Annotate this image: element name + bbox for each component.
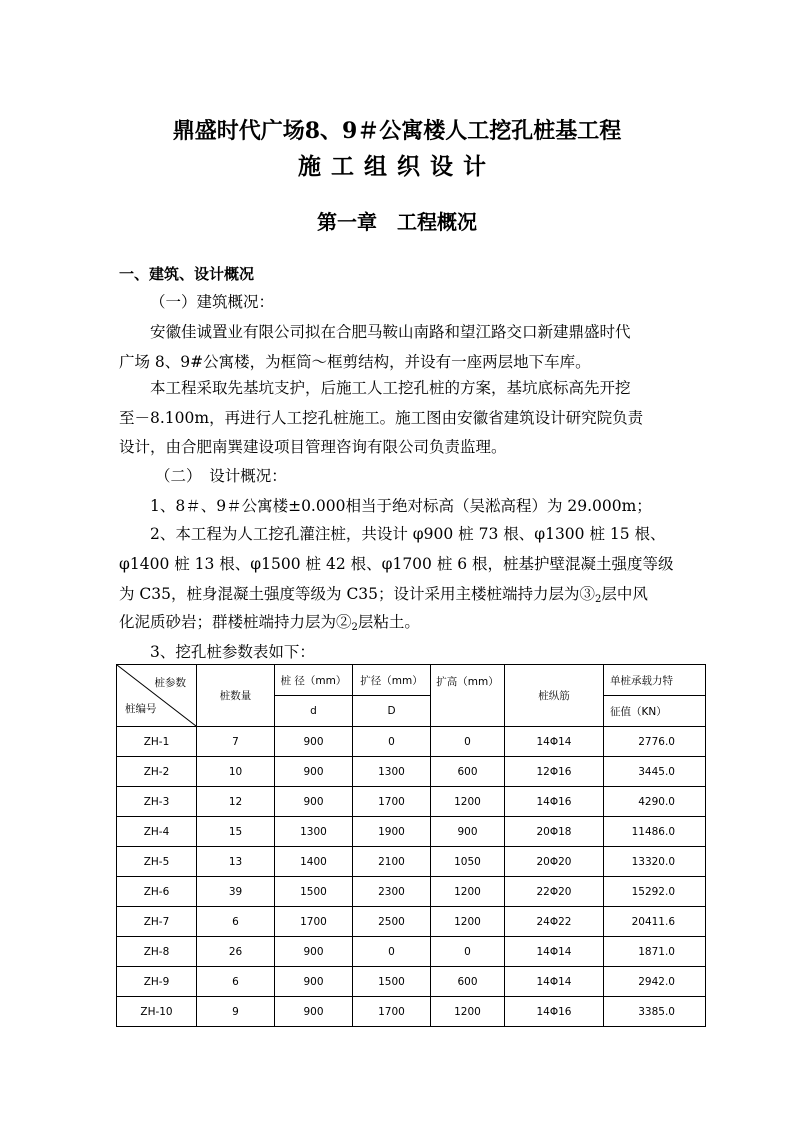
paragraph-line: [119, 610, 420, 633]
header-pile-id-label: 桩编号: [125, 703, 157, 715]
subsection-heading-design: （二） 设计概况：: [155, 467, 287, 485]
document-title: 鼎盛时代广场8、9＃公寓楼人工挖孔桩基工程: [172, 118, 622, 144]
table-row: [117, 787, 706, 817]
table-row: [117, 727, 706, 757]
cell-expanded-diameter: 0: [353, 727, 431, 757]
cell-expanded-height: 1200: [431, 787, 505, 817]
paragraph-line: 安徽佳诚置业有限公司拟在合肥马鞍山南路和望江路交口新建鼎盛时代: [150, 323, 631, 341]
subscript: 2: [351, 622, 358, 633]
table-body: [117, 727, 706, 1027]
diagonal-header-cell: [117, 665, 197, 727]
cell-pile-id: ZH-9: [117, 967, 197, 997]
subsection-heading-building: （一）建筑概况：: [150, 293, 275, 311]
cell-expanded-diameter: 1700: [353, 787, 431, 817]
cell-capacity: 3445.0: [604, 757, 706, 787]
header-parameter-label: 桩参数: [154, 677, 186, 689]
cell-capacity: 3385.0: [604, 997, 706, 1027]
cell-expanded-height: 0: [431, 937, 505, 967]
document-subtitle: 施工组织设计: [298, 153, 496, 180]
table-row: [117, 937, 706, 967]
cell-rebar: 14Φ14: [505, 967, 604, 997]
cell-count: 12: [197, 787, 275, 817]
paragraph-line: 至－8.100m，再进行人工挖孔桩施工。施工图由安徽省建筑设计研究院负责: [119, 409, 644, 427]
cell-expanded-diameter: 1300: [353, 757, 431, 787]
table-row: [117, 907, 706, 937]
paragraph-line: [119, 582, 648, 605]
header-diameter: 桩 径（mm）: [275, 665, 353, 696]
paragraph-line: 本工程采取先基坑支护，后施工人工挖孔桩的方案，基坑底标高先开挖: [150, 379, 631, 397]
cell-capacity: 2942.0: [604, 967, 706, 997]
header-count: 桩数量: [197, 665, 275, 727]
cell-count: 15: [197, 817, 275, 847]
cell-capacity: 11486.0: [604, 817, 706, 847]
cell-pile-id: ZH-4: [117, 817, 197, 847]
cell-capacity: 13320.0: [604, 847, 706, 877]
table-row: [117, 967, 706, 997]
table-header-row: [117, 665, 706, 696]
table-row: [117, 757, 706, 787]
cell-capacity: 20411.6: [604, 907, 706, 937]
cell-rebar: 14Φ14: [505, 937, 604, 967]
cell-diameter: 1300: [275, 817, 353, 847]
cell-diameter: 900: [275, 757, 353, 787]
pile-parameter-table: [116, 664, 706, 1027]
table-row: [117, 817, 706, 847]
cell-count: 10: [197, 757, 275, 787]
text-span: 为 C35，桩身混凝土强度等级为 C35；设计采用主楼桩端持力层为③: [119, 585, 596, 603]
cell-expanded-diameter: 1500: [353, 967, 431, 997]
list-item: 3、挖孔桩参数表如下：: [150, 643, 315, 661]
cell-rebar: 20Φ20: [505, 847, 604, 877]
cell-expanded-diameter: 0: [353, 937, 431, 967]
cell-pile-id: ZH-1: [117, 727, 197, 757]
cell-rebar: 12Φ16: [505, 757, 604, 787]
cell-diameter: 1400: [275, 847, 353, 877]
chapter-heading: 第一章 工程概况: [317, 210, 477, 234]
cell-expanded-diameter: 1700: [353, 997, 431, 1027]
cell-diameter: 900: [275, 997, 353, 1027]
header-expanded-symbol: D: [353, 696, 431, 727]
cell-count: 6: [197, 907, 275, 937]
cell-rebar: 14Φ14: [505, 727, 604, 757]
cell-diameter: 900: [275, 937, 353, 967]
section-heading: 一、建筑、设计概况: [119, 265, 255, 283]
header-diameter-symbol: d: [275, 696, 353, 727]
cell-pile-id: ZH-6: [117, 877, 197, 907]
cell-expanded-height: 600: [431, 757, 505, 787]
header-expanded-height: 扩高（mm）: [431, 665, 505, 727]
cell-capacity: 1871.0: [604, 937, 706, 967]
cell-expanded-height: 600: [431, 967, 505, 997]
cell-expanded-diameter: 2500: [353, 907, 431, 937]
text-span: 化泥质砂岩；群楼桩端持力层为②: [119, 613, 352, 631]
text-span: 层中风: [601, 585, 648, 603]
cell-count: 7: [197, 727, 275, 757]
header-capacity-line2: 征值（KN）: [604, 696, 706, 727]
cell-capacity: 15292.0: [604, 877, 706, 907]
cell-expanded-height: 900: [431, 817, 505, 847]
cell-expanded-height: 1200: [431, 877, 505, 907]
cell-pile-id: ZH-10: [117, 997, 197, 1027]
cell-count: 26: [197, 937, 275, 967]
cell-rebar: 14Φ16: [505, 787, 604, 817]
table-row: [117, 847, 706, 877]
cell-pile-id: ZH-8: [117, 937, 197, 967]
cell-count: 6: [197, 967, 275, 997]
list-item: 2、本工程为人工挖孔灌注桩，共设计 φ900 桩 73 根、φ1300 桩 15 根、: [150, 525, 666, 543]
cell-rebar: 22Φ20: [505, 877, 604, 907]
cell-diameter: 900: [275, 727, 353, 757]
cell-count: 39: [197, 877, 275, 907]
cell-count: 13: [197, 847, 275, 877]
cell-expanded-height: 1200: [431, 907, 505, 937]
cell-count: 9: [197, 997, 275, 1027]
cell-rebar: 24Φ22: [505, 907, 604, 937]
cell-expanded-diameter: 1900: [353, 817, 431, 847]
cell-pile-id: ZH-7: [117, 907, 197, 937]
cell-capacity: 4290.0: [604, 787, 706, 817]
paragraph-line: 广场 8、9#公寓楼，为框筒～框剪结构，并设有一座两层地下车库。: [119, 353, 591, 371]
text-span: 层粘土。: [357, 613, 420, 631]
cell-diameter: 900: [275, 787, 353, 817]
cell-expanded-height: 1200: [431, 997, 505, 1027]
subscript: 2: [595, 594, 602, 605]
table-row: [117, 997, 706, 1027]
cell-pile-id: ZH-3: [117, 787, 197, 817]
cell-expanded-diameter: 2100: [353, 847, 431, 877]
list-item: 1、8＃、9＃公寓楼±0.000相当于绝对标高（吴淞高程）为 29.000m；: [150, 497, 652, 515]
cell-rebar: 14Φ16: [505, 997, 604, 1027]
paragraph-line: 设计，由合肥南巽建设项目管理咨询有限公司负责监理。: [119, 438, 507, 456]
header-expanded-diameter: 扩径（mm）: [353, 665, 431, 696]
cell-diameter: 1500: [275, 877, 353, 907]
cell-capacity: 2776.0: [604, 727, 706, 757]
cell-pile-id: ZH-2: [117, 757, 197, 787]
header-rebar: 桩纵筋: [505, 665, 604, 727]
cell-expanded-height: 1050: [431, 847, 505, 877]
cell-diameter: 900: [275, 967, 353, 997]
cell-expanded-diameter: 2300: [353, 877, 431, 907]
table-row: [117, 877, 706, 907]
cell-rebar: 20Φ18: [505, 817, 604, 847]
cell-diameter: 1700: [275, 907, 353, 937]
paragraph-line: φ1400 桩 13 根、φ1500 桩 42 根、φ1700 桩 6 根，桩基护壁混凝土强度等级: [119, 555, 674, 573]
cell-pile-id: ZH-5: [117, 847, 197, 877]
cell-expanded-height: 0: [431, 727, 505, 757]
header-capacity-line1: 单桩承载力特: [604, 665, 706, 696]
